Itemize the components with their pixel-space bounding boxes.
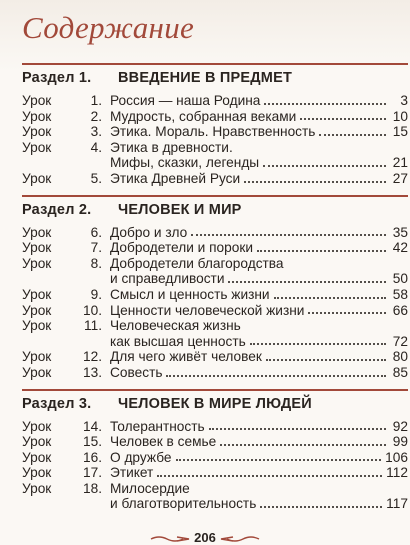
lesson-title: Добродетели благородства [110,255,284,271]
lesson-title: и справедливости [110,271,225,287]
page-ref: 66 [392,302,408,318]
lesson-word: Урок [22,434,52,450]
lesson-title-block [110,124,408,140]
lesson-title-block [110,225,408,241]
lesson-title: Этика. Мораль. Нравственность [110,124,316,140]
toc-entry[interactable] [22,225,408,241]
dot-leader [228,281,386,283]
toc-entry[interactable] [22,140,408,171]
lesson-number: 3. [90,124,102,140]
dot-leader [308,312,386,314]
section-heading [22,389,408,415]
lesson-title-block [110,465,408,481]
lesson-title: Милосердие [110,480,190,496]
lesson-title-block [110,240,408,256]
lesson-number: 9. [90,286,102,302]
page-ref: 85 [392,364,408,380]
page-ref: 21 [392,155,408,171]
lesson-title-block [110,303,408,319]
page-ref: 72 [392,333,408,349]
lesson-number: 13. [82,364,102,380]
lesson-number: 18. [82,480,102,496]
lesson-title-line [110,349,408,365]
lesson-title: Ценности человеческой жизни [110,302,305,318]
lesson-word: Урок [22,364,52,380]
dot-leader [264,103,386,105]
lesson-number: 5. [90,170,102,186]
lesson-list [22,225,408,381]
lesson-title-block [110,419,408,435]
toc-entry[interactable] [22,256,408,287]
toc-entry[interactable] [22,434,408,450]
dot-leader [220,444,386,446]
lesson-title-line [110,256,408,272]
right-ornament-icon [219,535,261,543]
lesson-title-line [110,365,408,381]
lesson-title-line [110,225,408,241]
lesson-list [22,419,408,513]
lesson-title-line [110,124,408,140]
dot-leader [191,234,386,236]
lesson-title: Смысл и ценность жизни [110,286,270,302]
lesson-number: 8. [90,255,102,271]
toc-entry[interactable] [22,303,408,319]
section-label: Раздел 1. [22,70,92,86]
lesson-title: как высшая ценность [110,333,246,349]
lesson-title-block [110,450,408,466]
toc-entry[interactable] [22,481,408,512]
lesson-title: Этика Древней Руси [110,170,241,186]
toc-entry[interactable] [22,450,408,466]
lesson-word: Урок [22,480,52,496]
dot-leader [274,297,386,299]
dot-leader [266,359,386,361]
lesson-title-block [110,434,408,450]
lesson-title: Этика в древности. [110,139,233,155]
lesson-number: 15. [82,434,102,450]
lesson-word: Урок [22,302,52,318]
lesson-title-line [110,287,408,303]
lesson-number: 4. [90,139,102,155]
lesson-title: и благотворительность [110,496,257,512]
section-label: Раздел 3. [22,395,92,412]
lesson-title-line [110,481,408,497]
section-title: ЧЕЛОВЕК И МИР [118,201,242,218]
lesson-number: 10. [82,302,102,318]
page-ref: 50 [392,271,408,287]
section-title: ЧЕЛОВЕК В МИРЕ ЛЮДЕЙ [118,395,312,412]
lesson-title: Добродетели и пороки [110,240,253,256]
lesson-title-line [110,450,408,466]
dot-leader [250,343,386,345]
lesson-title: Совесть [110,364,163,380]
dot-leader [263,165,386,167]
lesson-title-line [110,496,408,512]
lesson-title-block [110,109,408,125]
toc-entry[interactable] [22,465,408,481]
lesson-title: Добро и зло [110,224,188,240]
dot-leader [176,459,382,461]
lesson-title-block [110,318,408,349]
lesson-title: Человеческая жизнь [110,318,241,334]
page-ref: 10 [392,108,408,124]
dot-leader [300,118,386,120]
lesson-word: Урок [22,418,52,434]
lesson-word: Урок [22,108,52,124]
lesson-word: Урок [22,170,52,186]
lesson-title-block [110,365,408,381]
dot-leader [244,181,386,183]
lesson-title-line [110,240,408,256]
lesson-title-line [110,109,408,125]
lesson-title: Человек в семье [110,434,217,450]
lesson-title-block [110,287,408,303]
lesson-number: 1. [90,93,102,108]
page-ref: 80 [392,349,408,365]
page-ref: 27 [392,170,408,186]
lesson-title-block [110,349,408,365]
lesson-title-block [110,140,408,171]
section-label: Раздел 2. [22,201,92,218]
page-ref: 15 [392,124,408,140]
toc-entry[interactable] [22,349,408,365]
lesson-title-line [110,171,408,187]
lesson-number: 14. [82,418,102,434]
lesson-title-line [110,434,408,450]
lesson-number: 11. [83,318,102,334]
left-ornament-icon [149,535,191,543]
lesson-word: Урок [22,124,52,140]
lesson-title-block [110,481,408,512]
lesson-title: Этикет [110,465,154,481]
page-ref: 112 [386,465,408,481]
lesson-title-line [110,334,408,350]
page-ref: 58 [392,286,408,302]
lesson-word: Урок [22,93,52,108]
section-heading [22,63,408,89]
lesson-word: Урок [22,255,52,271]
lesson-number: 6. [90,224,102,240]
lesson-title: Толерантность [110,418,205,434]
toc-entry[interactable] [22,240,408,256]
toc-entry[interactable] [22,109,408,125]
dot-leader [209,428,386,430]
lesson-title-line [110,318,408,334]
lesson-title-line [110,93,408,109]
lesson-word: Урок [22,318,52,334]
lesson-title-line [110,419,408,435]
lesson-title-block [110,93,408,109]
toc-entry[interactable] [22,93,408,109]
lesson-title: Мудрость, собранная веками [110,108,297,124]
table-of-contents [22,63,408,520]
lesson-title-line [110,303,408,319]
dot-leader [319,134,386,136]
lesson-list [22,93,408,187]
lesson-word: Урок [22,240,52,256]
lesson-title: Россия — наша Родина [110,93,261,108]
page-ref: 92 [392,418,408,434]
lesson-title-line [110,271,408,287]
dot-leader [257,250,386,252]
toc-entry[interactable] [22,365,408,381]
lesson-title: Для чего живёт человек [110,349,262,365]
lesson-word: Урок [22,349,52,365]
lesson-number: 17. [82,465,102,481]
section-title: ВВЕДЕНИЕ В ПРЕДМЕТ [118,70,293,86]
toc-entry[interactable] [22,124,408,140]
dot-leader [157,475,382,477]
lesson-title-line [110,155,408,171]
dot-leader [166,375,386,377]
lesson-word: Урок [22,449,52,465]
toc-entry[interactable] [22,318,408,349]
lesson-word: Урок [22,224,52,240]
toc-entry[interactable] [22,171,408,187]
lesson-word: Урок [22,139,52,155]
page-ref: 106 [385,449,408,465]
toc-entry[interactable] [22,287,408,303]
lesson-number: 12. [82,349,102,365]
lesson-title: Мифы, сказки, легенды [110,155,260,171]
lesson-word: Урок [22,286,52,302]
page-ref: 99 [392,434,408,450]
lesson-number: 16. [82,449,102,465]
lesson-word: Урок [22,465,52,481]
lesson-title-line [110,465,408,481]
lesson-title-line [110,140,408,156]
page-ref: 35 [392,224,408,240]
page-ref: 3 [400,93,408,108]
section-heading [22,195,408,221]
lesson-title-block [110,256,408,287]
toc-entry[interactable] [22,419,408,435]
page-ref: 42 [392,240,408,256]
page-title: Содержание [22,10,195,45]
dot-leader [260,506,382,508]
lesson-title: О дружбе [110,449,172,465]
page-number: 206 [194,530,216,545]
page-ref: 117 [386,496,408,512]
lesson-title-block [110,171,408,187]
lesson-number: 7. [90,240,102,256]
lesson-number: 2. [90,108,102,124]
